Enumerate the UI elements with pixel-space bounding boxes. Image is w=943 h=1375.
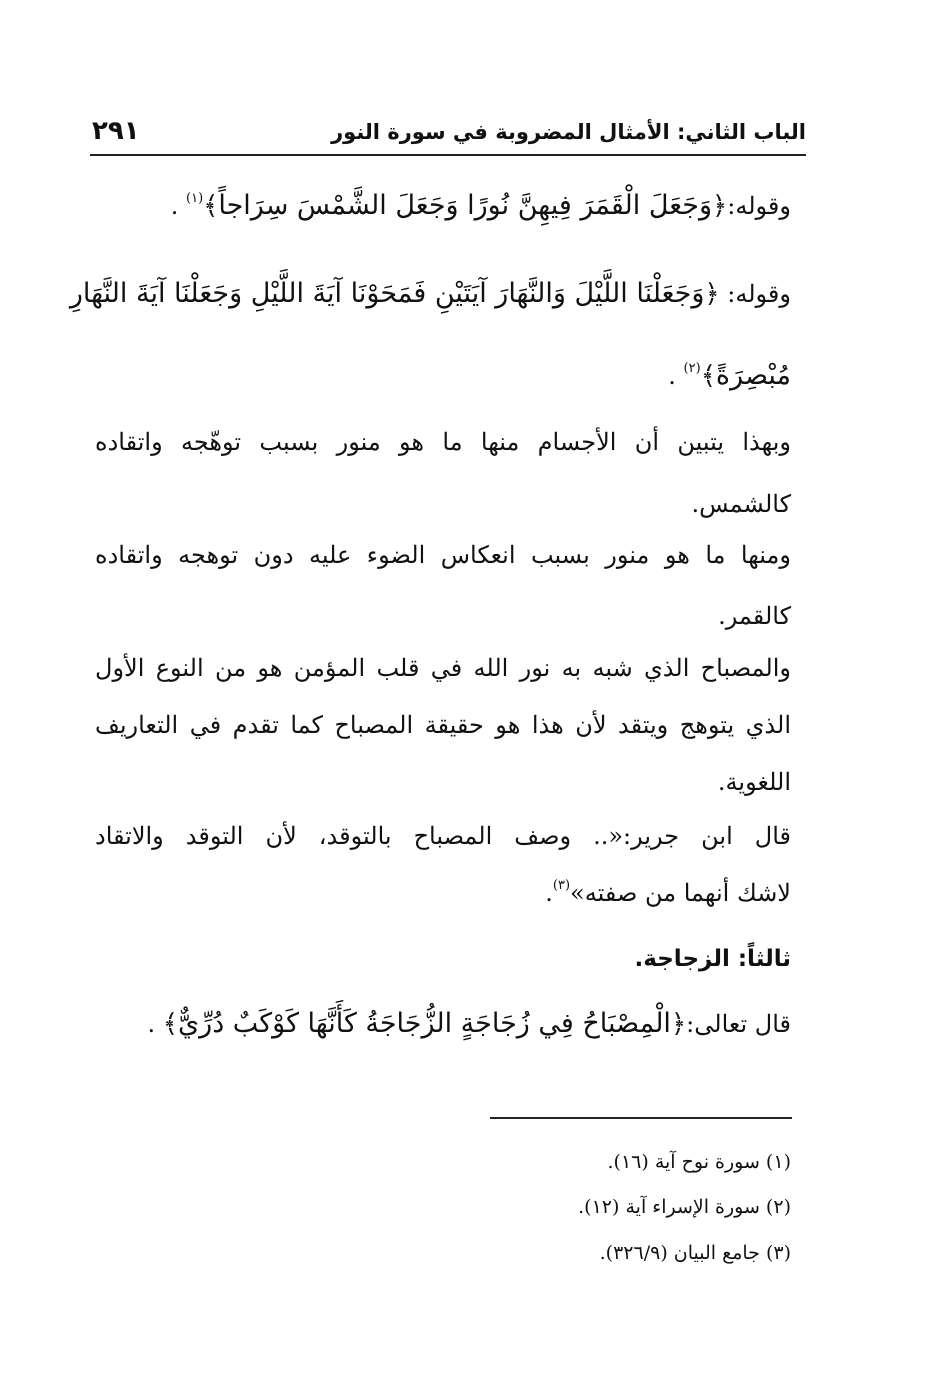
footnote-2: (٢) سورة الإسراء آية (١٢). [578,1196,791,1218]
paragraph-line: ومنها ما هو منور بسبب انعكاس الضوء عليه دون توهجه واتقاده [95,541,791,569]
quote-text: لاشك أنهما من صفته» [570,879,791,907]
verse-text: وَجَعَلْنَا اللَّيْلَ وَالنَّهَارَ آيَتَيْنِ فَمَحَوْنَا آيَةَ اللَّيْلِ وَجَعَلْنَا آيَةَ النَّهَارِ [69,278,705,309]
sentence-end: . [147,1010,156,1038]
sentence-end: . [545,879,553,907]
verse-close-bracket: ﴾ [700,361,716,391]
footnote-3: (٣) جامع البيان (٣٢٦/٩). [599,1242,791,1264]
verse-text: مُبْصِرَةً [715,360,791,391]
verse-close-bracket: ﴾ [162,1009,179,1039]
verse-line-1 [171,190,791,221]
quote-line: قال ابن جرير:«.. وصف المصباح بالتوقد، لأن التوقد والاتقاد [95,822,791,850]
verse-close-bracket: ﴾ [203,191,219,221]
verse-open-bracket: ﴿ [712,191,728,221]
verse-text: وَجَعَلَ الْقَمَرَ فِيهِنَّ نُورًا وَجَعَلَ الشَّمْسَ سِرَاجاً [218,190,713,221]
header-divider [90,154,806,156]
quote-line [545,878,791,907]
running-header [90,114,806,156]
section-heading: ثالثاً: الزجاجة. [634,946,791,972]
verse-line-4 [148,1008,792,1039]
sentence-end: . [668,362,676,390]
paragraph-line: وبهذا يتبين أن الأجسام منها ما هو منور بسبب توهّجه واتقاده [95,428,791,456]
footnote-ref-2: (٢) [683,361,701,376]
footnote-ref-3: (٣) [552,878,571,893]
footnote-divider [490,1117,792,1119]
footnote-1: (١) سورة نوح آية (١٦). [607,1151,791,1173]
paragraph-line: كالقمر. [718,602,791,630]
paragraph-line: اللغوية. [717,768,791,796]
verse-text: الْمِصْبَاحُ فِي زُجَاجَةٍ الزُّجَاجَةُ كَأَنَّهَا كَوْكَبٌ دُرِّيٌّ [178,1008,671,1039]
paragraph-line: والمصباح الذي شبه به نور الله في قلب المؤمن هو من النوع الأول [95,654,791,682]
chapter-title: الباب الثاني: الأمثال المضروبة في سورة النور [331,120,806,144]
footnote-ref-1: (١) [186,191,204,206]
verse-line-2 [70,278,791,309]
verse-line-3 [668,360,791,391]
verse-open-bracket: ﴿ [704,279,720,309]
sentence-end: . [170,192,179,220]
verse-intro: قال تعالى: [686,1010,791,1038]
page-number: ٢٩١ [92,116,140,146]
verse-open-bracket: ﴿ [670,1009,687,1039]
paragraph-line: كالشمس. [691,490,791,518]
paragraph-line: الذي يتوهج ويتقد لأن هذا هو حقيقة المصباح كما تقدم في التعاريف [95,711,791,739]
verse-intro: وقوله: [719,280,791,308]
verse-intro: وقوله: [727,192,791,220]
